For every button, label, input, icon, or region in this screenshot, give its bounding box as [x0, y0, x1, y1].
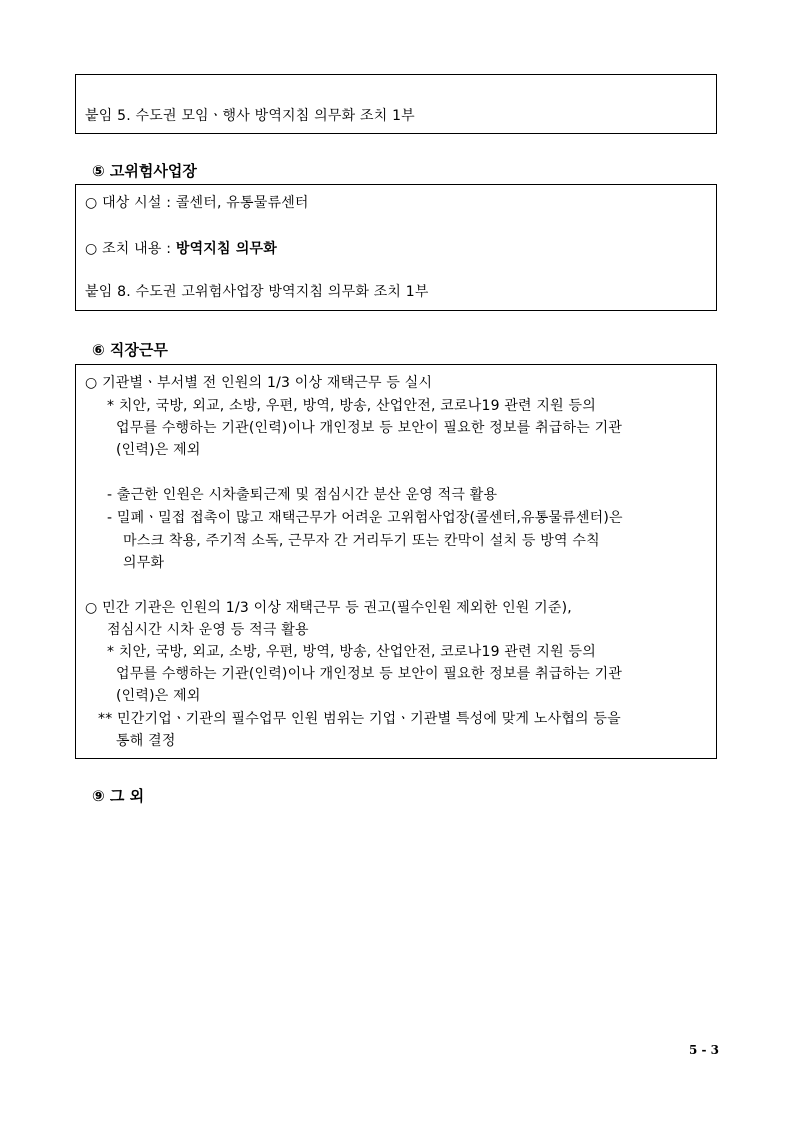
section-6-box	[75, 364, 717, 759]
measure-line	[85, 239, 277, 259]
dash-item: - 밀폐ㆍ밀접 접촉이 많고 재택근무가 어려운 고위험사업장(콜센터,유통물류센터)은	[107, 510, 623, 526]
measure-prefix: ○ 조치 내용 :	[85, 241, 176, 257]
paragraph-2-cont: 점심시간 시차 운영 등 적극 활용	[107, 622, 309, 638]
note-line: 업무를 수행하는 기관(인력)이나 개인정보 등 보안이 필요한 정보를 취급하는 기관	[116, 666, 623, 682]
paragraph-2: ○ 민간 기관은 인원의 1/3 이상 재택근무 등 권고(필수인원 제외한 인원 기준),	[85, 600, 572, 616]
note-line: (인력)은 제외	[116, 688, 201, 704]
dash-item: - 출근한 인원은 시차출퇴근제 및 점심시간 분산 운영 적극 활용	[107, 487, 498, 503]
section-5-box	[75, 184, 717, 311]
note-line: (인력)은 제외	[116, 442, 201, 458]
attachment-text: 붙임 8. 수도권 고위험사업장 방역지침 의무화 조치 1부	[85, 284, 429, 300]
attachment-text: 붙임 5. 수도권 모임ㆍ행사 방역지침 의무화 조치 1부	[85, 108, 415, 124]
section-9-heading: ⑨ 그 외	[92, 787, 145, 805]
page-number: 5 - 3	[688, 1043, 719, 1057]
section-5-heading: ⑤ 고위험사업장	[92, 162, 197, 180]
attachment-box-4	[75, 74, 717, 134]
measure-bold: 방역지침 의무화	[175, 241, 277, 257]
paragraph-1: ○ 기관별ㆍ부서별 전 인원의 1/3 이상 재택근무 등 실시	[85, 375, 433, 391]
note-line: * 치안, 국방, 외교, 소방, 우편, 방역, 방송, 산업안전, 코로나19 관련 지원 등의	[107, 644, 596, 660]
dash-item-cont: 마스크 착용, 주기적 소독, 근무자 간 거리두기 또는 칸막이 설치 등 방역 수칙	[123, 533, 600, 549]
target-facilities: ○ 대상 시설 : 콜센터, 유통물류센터	[85, 195, 309, 211]
note-line: 통해 결정	[116, 733, 176, 749]
note-line: ** 민간기업ㆍ기관의 필수업무 인원 범위는 기업ㆍ기관별 특성에 맞게 노사협의 등을	[98, 711, 621, 727]
note-line: * 치안, 국방, 외교, 소방, 우편, 방역, 방송, 산업안전, 코로나19 관련 지원 등의	[107, 398, 596, 414]
dash-item-cont: 의무화	[123, 555, 165, 571]
section-6-heading: ⑥ 직장근무	[92, 341, 168, 359]
note-line: 업무를 수행하는 기관(인력)이나 개인정보 등 보안이 필요한 정보를 취급하는 기관	[116, 420, 623, 436]
